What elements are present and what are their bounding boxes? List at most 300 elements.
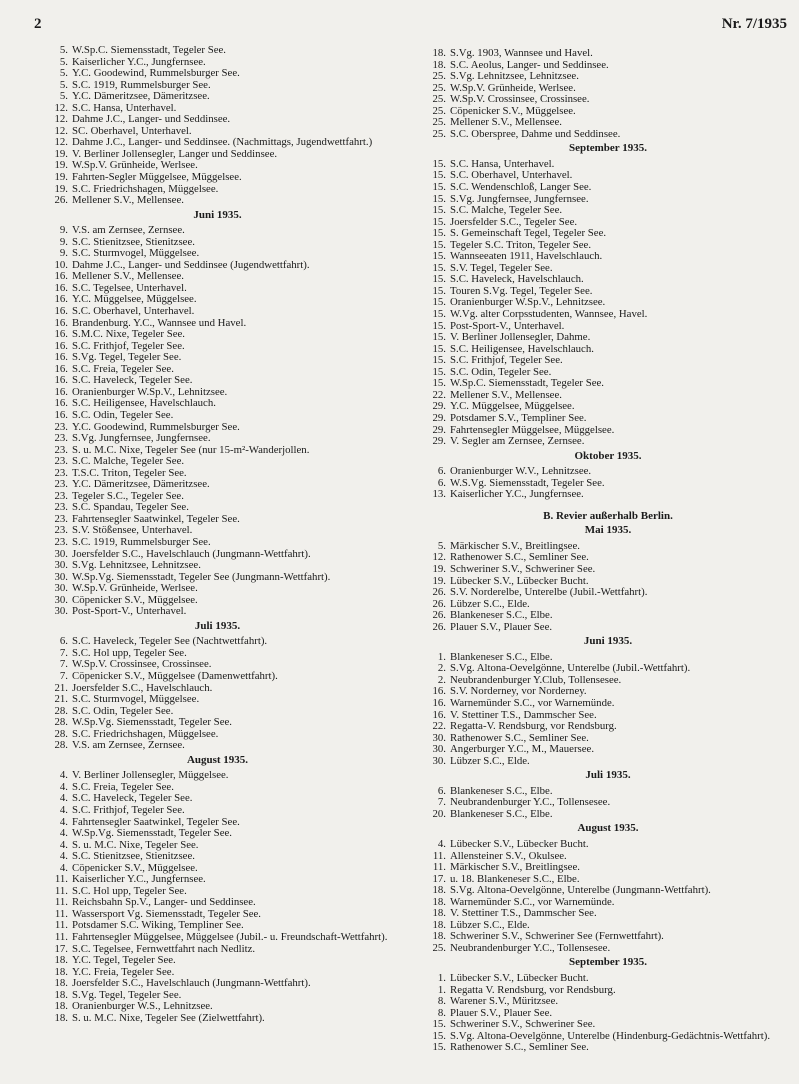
entry-text: V. Stettiner T.S., Dammscher See.: [450, 708, 597, 721]
schedule-entry: [418, 756, 798, 768]
entry-date: 7.: [59, 646, 68, 659]
entry-text: S.M.C. Nixe, Tegeler See.: [72, 328, 185, 341]
entry-date: 30.: [54, 582, 68, 595]
entry-date: 28.: [54, 727, 68, 740]
entry-date: 15.: [432, 181, 446, 194]
entry-text: Blankeneser S.C., Elbe.: [450, 807, 553, 820]
entry-date: 29.: [432, 400, 446, 413]
schedule-entry: [40, 45, 395, 57]
entry-text: Fahrten-Segler Müggelsee, Müggelsee.: [72, 171, 242, 184]
entry-text: Warnemünder S.C., vor Warnemünde.: [450, 696, 615, 709]
entry-date: 5.: [59, 44, 68, 56]
entry-text: Dahme J.C., Langer- und Seddinsee.: [72, 113, 231, 126]
schedule-entry: [418, 698, 798, 710]
entry-date: 18.: [432, 58, 446, 71]
entry-date: 1.: [437, 650, 446, 663]
entry-text: S. u. M.C. Nixe, Tegeler See (Zielwettfahrt).: [72, 1011, 265, 1024]
entry-text: Joersfelder S.C., Havelschlauch.: [72, 681, 213, 694]
entry-text: Blankeneser S.C., Elbe.: [450, 650, 553, 663]
entry-date: 1.: [437, 972, 446, 985]
entry-date: 19.: [54, 147, 68, 160]
schedule-entry: [40, 91, 395, 103]
entry-text: S.Vg. 1903, Wannsee und Havel.: [450, 47, 593, 59]
schedule-entry: [40, 671, 395, 683]
entry-date: 30.: [54, 605, 68, 618]
schedule-entry: [40, 68, 395, 80]
entry-date: 15.: [432, 227, 446, 240]
entry-text: Cöpenicker S.V., Müggelsee.: [72, 861, 198, 874]
entry-text: S.C. Freia, Tegeler See.: [72, 362, 174, 375]
month-heading: Mai 1935.: [584, 524, 632, 537]
schedule-entry: [418, 744, 798, 756]
entry-text: Kaiserlicher Y.C., Jungfernsee.: [72, 55, 206, 68]
month-heading: Juni 1935.: [583, 635, 633, 648]
schedule-entry: [40, 172, 395, 184]
entry-date: 12.: [432, 551, 446, 564]
schedule-entry: [418, 48, 798, 60]
entry-text: S.C. Haveleck, Havelschlauch.: [450, 273, 584, 286]
entry-date: 4.: [59, 792, 68, 805]
entry-text: S.C. Hansa, Unterhavel.: [72, 101, 177, 114]
entry-date: 17.: [432, 872, 446, 885]
entry-date: 8.: [437, 995, 446, 1008]
entry-text: W.S.Vg. Siemensstadt, Tegeler See.: [450, 476, 605, 489]
entry-date: 29.: [432, 411, 446, 424]
entry-text: Allensteiner S.V., Okulsee.: [450, 849, 567, 862]
schedule-entry: [40, 955, 395, 967]
entry-date: 11.: [54, 896, 68, 909]
entry-date: 12.: [54, 101, 68, 114]
entry-text: Y.C. Goodewind, Rummelsburger See.: [72, 67, 240, 80]
schedule-entry: [40, 195, 395, 207]
entry-date: 12.: [54, 124, 68, 137]
schedule-entry: [40, 851, 395, 863]
entry-text: W.Sp.Vg. Siemensstadt, Tegeler See.: [72, 716, 232, 729]
schedule-entry: [40, 740, 395, 752]
entry-text: Cöpenicker S.V., Müggelsee (Damenwettfahrt).: [72, 669, 278, 682]
entry-text: Fahrtensegler Müggelsee, Müggelsee (Jubil.- u. Freundschaft-Wettfahrt).: [72, 931, 388, 944]
entry-text: W.Sp.V. Crossinsee, Crossinsee.: [450, 93, 590, 106]
entry-text: SC. Oberhavel, Unterhavel.: [72, 124, 192, 137]
entry-text: Fahrtensegler Saatwinkel, Tegeler See.: [72, 512, 240, 525]
entry-text: Warener S.V., Müritzsee.: [450, 995, 559, 1008]
section-heading: B. Revier außerhalb Berlin.: [543, 509, 673, 522]
entry-date: 22.: [432, 388, 446, 401]
schedule-entry: [418, 839, 798, 851]
entry-date: 29.: [432, 423, 446, 436]
entry-date: 18.: [432, 907, 446, 920]
entry-date: 10.: [54, 258, 68, 271]
entry-date: 18.: [54, 1011, 68, 1024]
schedule-entry: [418, 129, 798, 141]
entry-date: 6.: [437, 476, 446, 489]
entry-date: 4.: [59, 815, 68, 828]
entry-text: S.C. Haveleck, Tegeler See (Nachtwettfahrt).: [72, 635, 268, 648]
entry-text: S.C. Freia, Tegeler See.: [72, 780, 174, 793]
entry-text: V.S. am Zernsee, Zernsee.: [72, 224, 185, 237]
schedule-entry: [40, 306, 395, 318]
entry-text: W.Sp.V. Crossinsee, Crossinsee.: [72, 658, 212, 671]
entry-text: S.C. Odin, Tegeler See.: [72, 704, 174, 717]
entry-text: Schweriner S.V., Schweriner See.: [450, 1018, 596, 1031]
entry-text: Wannseeaten 1911, Havelschlauch.: [450, 250, 603, 263]
entry-text: Oranienburger W.S., Lehnitzsee.: [72, 1000, 213, 1013]
entry-date: 4.: [59, 827, 68, 840]
entry-text: Märkischer S.V., Breitlingsee.: [450, 861, 580, 874]
entry-text: S.Vg. Lehnitzsee, Lehnitzsee.: [72, 559, 201, 572]
entry-text: S.C. Odin, Tegeler See.: [450, 365, 552, 378]
month-heading: Juli 1935.: [585, 769, 631, 782]
entry-date: 25.: [432, 116, 446, 129]
schedule-entry: [40, 717, 395, 729]
entry-date: 5.: [59, 78, 68, 91]
entry-text: S.C. Sturmvogel, Müggelsee.: [72, 247, 200, 260]
entry-date: 23.: [54, 512, 68, 525]
entry-date: 15.: [432, 377, 446, 390]
entry-date: 23.: [54, 535, 68, 548]
entry-text: Cöpenicker S.V., Müggelsee.: [450, 104, 576, 117]
entry-date: 16.: [54, 351, 68, 364]
entry-text: S.Vg. Altona-Oevelgönne, Unterelbe (Jungmann-Wettfahrt).: [450, 884, 711, 897]
schedule-entry: [40, 433, 395, 445]
entry-text: S.C. Haveleck, Tegeler See.: [72, 374, 193, 387]
entry-text: S.C. Malche, Tegeler See.: [72, 455, 185, 468]
entry-text: Märkischer S.V., Breitlingsee.: [450, 539, 580, 552]
entry-text: S.C. Heiligensee, Havelschlauch.: [72, 397, 216, 410]
schedule-entry: [418, 587, 798, 599]
entry-text: S.C. Tegelsee, Fernwettfahrt nach Nedlitz.: [72, 942, 256, 955]
entry-date: 16.: [54, 270, 68, 283]
entry-date: 25.: [432, 104, 446, 117]
entry-date: 26.: [54, 194, 68, 207]
entry-date: 15.: [432, 1029, 446, 1042]
entry-text: S.V. Tegel, Tegeler See.: [450, 261, 553, 274]
entry-date: 15.: [432, 354, 446, 367]
entry-date: 5.: [59, 55, 68, 68]
entry-date: 28.: [54, 716, 68, 729]
entry-date: 30.: [432, 743, 446, 756]
entry-date: 15.: [432, 1041, 446, 1054]
issue-number: Nr. 7/1935: [721, 16, 787, 32]
entry-date: 4.: [59, 861, 68, 874]
entry-date: 2.: [437, 662, 446, 675]
entry-date: 16.: [432, 708, 446, 721]
entry-date: 15.: [432, 365, 446, 378]
schedule-entry: [418, 564, 798, 576]
entry-text: S.C. Tegelsee, Unterhavel.: [72, 281, 187, 294]
entry-date: 30.: [54, 547, 68, 560]
entry-text: Rathenower S.C., Semliner See.: [450, 551, 589, 564]
entry-text: S.C. Hol upp, Tegeler See.: [72, 884, 187, 897]
entry-text: Mellener S.V., Mellensee.: [72, 194, 184, 207]
entry-text: Tegeler S.C., Tegeler See.: [72, 489, 184, 502]
entry-text: Lübecker S.V., Lübecker Bucht.: [450, 838, 589, 850]
entry-date: 12.: [54, 113, 68, 126]
entry-date: 11.: [432, 861, 446, 874]
entry-date: 7.: [59, 658, 68, 671]
entry-date: 22.: [432, 720, 446, 733]
entry-text: S.C. Frithjof, Tegeler See.: [72, 804, 185, 816]
entry-text: S.C. 1919, Rummelsburger See.: [72, 535, 211, 548]
month-heading: September 1935.: [568, 956, 647, 969]
schedule-entry: [40, 560, 395, 572]
schedule-entry: [40, 828, 395, 840]
entry-date: 25.: [432, 941, 446, 954]
entry-date: 18.: [432, 884, 446, 897]
entry-text: W.Sp.C. Siemensstadt, Tegeler See.: [72, 44, 226, 56]
schedule-entry: [40, 1013, 395, 1025]
entry-text: Lübzer S.C., Elde.: [450, 597, 530, 610]
entry-date: 1.: [437, 983, 446, 996]
entry-date: 23.: [54, 455, 68, 468]
entry-date: 4.: [437, 838, 446, 850]
entry-text: Fahrtensegler Müggelsee, Müggelsee.: [450, 423, 615, 436]
entry-text: S.C. Oberspree, Dahme und Seddinsee.: [450, 127, 621, 140]
entry-date: 23.: [54, 478, 68, 491]
entry-date: 15.: [432, 296, 446, 309]
entry-date: 18.: [54, 977, 68, 990]
entry-date: 7.: [437, 796, 446, 809]
month-heading: Juli 1935.: [194, 619, 241, 632]
entry-date: 19.: [432, 574, 446, 587]
entry-date: 5.: [59, 67, 68, 80]
month-heading: August 1935.: [577, 822, 639, 835]
month-heading: September 1935.: [568, 142, 647, 155]
entry-date: 9.: [59, 235, 68, 248]
entry-text: W.Vg. alter Corpsstudenten, Wannsee, Havel.: [450, 308, 648, 321]
entry-date: 2.: [437, 673, 446, 686]
schedule-entry: [418, 94, 798, 106]
entry-text: Mellener S.V., Mellensee.: [450, 116, 562, 129]
entry-date: 11.: [432, 849, 446, 862]
entry-date: 4.: [59, 838, 68, 851]
entry-date: 16.: [54, 374, 68, 387]
schedule-entry: [418, 71, 798, 83]
entry-date: 21.: [54, 693, 68, 706]
entry-date: 23.: [54, 501, 68, 514]
entry-text: S.Vg. Jungfernsee, Jungfernsee.: [72, 432, 211, 445]
entry-text: u. 18. Blankeneser S.C., Elbe.: [450, 872, 580, 885]
entry-date: 15.: [432, 1018, 446, 1031]
entry-date: 25.: [432, 81, 446, 94]
entry-date: 9.: [59, 224, 68, 237]
schedule-entry: [418, 809, 798, 821]
entry-text: Plauer S.V., Plauer See.: [450, 1006, 553, 1019]
entry-text: S.C. Malche, Tegeler See.: [450, 204, 563, 217]
entry-date: 16.: [54, 397, 68, 410]
entry-text: S.C. Spandau, Tegeler See.: [72, 501, 189, 514]
schedule-entry: [418, 489, 798, 501]
schedule-entry: [40, 805, 395, 817]
entry-text: S.Vg. Altona-Oevelgönne, Unterelbe (Hindenburg-Gedächtnis-Wettfahrt).: [450, 1029, 771, 1042]
entry-date: 4.: [59, 850, 68, 863]
entry-text: S.C. Friedrichshagen, Müggelsee.: [72, 182, 219, 195]
schedule-entry: [418, 885, 798, 897]
schedule-entry: [418, 996, 798, 1008]
entry-text: Tegeler S.C. Triton, Tegeler See.: [450, 238, 592, 251]
entry-date: 4.: [59, 804, 68, 816]
schedule-entry: [418, 182, 798, 194]
entry-text: Rathenower S.C., Semliner See.: [450, 731, 589, 744]
entry-date: 20.: [432, 807, 446, 820]
entry-date: 23.: [54, 489, 68, 502]
entry-text: S.C. 1919, Rummelsburger See.: [72, 78, 211, 91]
schedule-entry: [418, 943, 798, 955]
schedule-entry: [40, 410, 395, 422]
entry-date: 30.: [54, 570, 68, 583]
entry-text: Y.C. Müggelsee, Müggelsee.: [450, 400, 575, 413]
entry-text: Joersfelder S.C., Havelschlauch (Jungmann-Wettfahrt).: [72, 977, 311, 990]
entry-text: W.Sp.Vg. Siemensstadt, Tegeler See (Jungmann-Wettfahrt).: [72, 570, 331, 583]
entry-date: 5.: [437, 539, 446, 552]
entry-date: 16.: [54, 408, 68, 421]
entry-date: 26.: [432, 609, 446, 622]
entry-date: 15.: [432, 215, 446, 228]
entry-date: 23.: [54, 524, 68, 537]
entry-text: T.S.C. Triton, Tegeler See.: [72, 466, 187, 479]
schedule-entry: [418, 1042, 798, 1054]
entry-date: 19.: [54, 159, 68, 172]
entry-date: 28.: [54, 704, 68, 717]
entry-text: Schweriner S.V., Schweriner See.: [450, 562, 596, 575]
entry-date: 21.: [54, 681, 68, 694]
entry-text: S.C. Oberhavel, Unterhavel.: [450, 169, 573, 182]
entry-date: 16.: [432, 696, 446, 709]
entry-date: 23.: [54, 443, 68, 456]
schedule-entry: [418, 205, 798, 217]
entry-text: S.C. Heiligensee, Havelschlauch.: [450, 342, 594, 355]
entry-text: S.V. Stößensee, Unterhavel.: [72, 524, 193, 537]
entry-text: Lübzer S.C., Elde.: [450, 754, 530, 767]
entry-date: 19.: [54, 182, 68, 195]
entry-date: 8.: [437, 1006, 446, 1019]
schedule-entry: [418, 466, 798, 478]
entry-date: 11.: [54, 931, 68, 944]
entry-text: Plauer S.V., Plauer See.: [450, 620, 553, 633]
schedule-entry: [40, 583, 395, 595]
entry-date: 13.: [432, 488, 446, 501]
entry-text: S.C. Hansa, Unterhavel.: [450, 157, 555, 170]
entry-text: Y.C. Dämeritzsee, Dämeritzsee.: [72, 90, 210, 103]
entry-text: W.Sp.V. Grünheide, Werlsee.: [72, 582, 198, 595]
entry-date: 19.: [54, 171, 68, 184]
entry-text: V. Segler am Zernsee, Zernsee.: [450, 435, 585, 448]
schedule-entry: [418, 973, 798, 985]
entry-text: S.Vg. Lehnitzsee, Lehnitzsee.: [450, 70, 579, 83]
entry-date: 26.: [432, 586, 446, 599]
entry-date: 25.: [432, 70, 446, 83]
entry-text: Fahrtensegler Saatwinkel, Tegeler See.: [72, 815, 240, 828]
entry-text: S.V. Norderelbe, Unterelbe (Jubil.-Wettfahrt).: [450, 586, 648, 599]
entry-date: 4.: [59, 780, 68, 793]
schedule-entry: [418, 721, 798, 733]
entry-date: 15.: [432, 238, 446, 251]
entry-text: Regatta-V. Rendsburg, vor Rendsburg.: [450, 720, 617, 733]
entry-text: S.C. Oberhavel, Unterhavel.: [72, 305, 195, 318]
entry-date: 9.: [59, 247, 68, 260]
right-column: [418, 48, 798, 1054]
entry-date: 4.: [59, 769, 68, 782]
entry-date: 15.: [432, 204, 446, 217]
entry-text: Warnemünder S.C., vor Warnemünde.: [450, 895, 615, 908]
schedule-entry: [40, 932, 395, 944]
entry-text: Oranienburger W.Sp.V., Lehnitzsee.: [72, 385, 228, 398]
entry-date: 12.: [54, 136, 68, 149]
entry-text: Kaiserlicher Y.C., Jungfernsee.: [72, 873, 206, 886]
entry-text: S.C. Sturmvogel, Müggelsee.: [72, 693, 200, 706]
entry-text: Mellener S.V., Mellensee.: [72, 270, 184, 283]
entry-text: Blankeneser S.C., Elbe.: [450, 609, 553, 622]
entry-text: S.C. Odin, Tegeler See.: [72, 408, 174, 421]
entry-date: 30.: [432, 754, 446, 767]
entry-date: 25.: [432, 93, 446, 106]
entry-date: 6.: [437, 784, 446, 797]
entry-date: 15.: [432, 331, 446, 344]
entry-date: 23.: [54, 466, 68, 479]
month-heading: Oktober 1935.: [574, 449, 642, 462]
entry-text: Lübecker S.V., Lübecker Bucht.: [450, 574, 589, 587]
entry-date: 18.: [54, 1000, 68, 1013]
entry-date: 18.: [432, 930, 446, 943]
entry-text: Neubrandenburger Y.C., Tollensesee.: [450, 941, 611, 954]
schedule-entry: [40, 329, 395, 341]
entry-text: S.Vg. Tegel, Tegeler See.: [72, 351, 182, 364]
entry-text: S.C. Stienitzsee, Stienitzsee.: [72, 235, 195, 248]
entry-text: V. Berliner Jollensegler, Dahme.: [450, 331, 591, 344]
entry-text: Reichsbahn Sp.V., Langer- und Seddinsee.: [72, 896, 256, 909]
entry-date: 30.: [54, 593, 68, 606]
schedule-entry: [418, 413, 798, 425]
entry-text: Kaiserlicher Y.C., Jungfernsee.: [450, 488, 584, 501]
entry-date: 26.: [432, 597, 446, 610]
entry-text: Schweriner S.V., Schweriner See (Fernwettfahrt).: [450, 930, 664, 943]
entry-date: 16.: [54, 316, 68, 329]
entry-date: 16.: [54, 293, 68, 306]
entry-text: Oranienburger W.Sp.V., Lehnitzsee.: [450, 296, 606, 309]
entry-text: S.C. Frithjof, Tegeler See.: [450, 354, 563, 367]
entry-date: 23.: [54, 432, 68, 445]
entry-date: 15.: [432, 192, 446, 205]
entry-date: 18.: [432, 918, 446, 931]
entry-date: 18.: [432, 47, 446, 59]
entry-text: W.Sp.V. Grünheide, Werlsee.: [72, 159, 198, 172]
schedule-entry: [418, 309, 798, 321]
entry-text: Angerburger Y.C., M., Mauersee.: [450, 743, 595, 756]
schedule-entry: [418, 862, 798, 874]
entry-text: S.C. Aeolus, Langer- und Seddinsee.: [450, 58, 609, 71]
entry-date: 16.: [54, 362, 68, 375]
entry-text: S.V. Norderney, vor Norderney.: [450, 685, 587, 698]
entry-text: Rathenower S.C., Semliner See.: [450, 1041, 589, 1054]
entry-date: 25.: [432, 127, 446, 140]
entry-text: W.Sp.Vg. Siemensstadt, Tegeler See.: [72, 827, 232, 840]
entry-date: 19.: [432, 562, 446, 575]
entry-text: Y.C. Freia, Tegeler See.: [72, 965, 175, 978]
month-heading: August 1935.: [186, 753, 249, 766]
entry-date: 15.: [432, 319, 446, 332]
entry-text: S.Vg. Jungfernsee, Jungfernsee.: [450, 192, 589, 205]
schedule-entry: [418, 622, 798, 634]
entry-date: 6.: [59, 635, 68, 648]
entry-date: 30.: [432, 731, 446, 744]
entry-text: Joersfelder S.C., Tegeler See.: [450, 215, 578, 228]
entry-text: Post-Sport-V., Unterhavel.: [450, 319, 565, 332]
entry-text: S. u. M.C. Nixe, Tegeler See.: [72, 838, 199, 851]
entry-text: Cöpenicker S.V., Müggelsee.: [72, 593, 198, 606]
schedule-entry: [40, 537, 395, 549]
entry-date: 15.: [432, 157, 446, 170]
entry-date: 11.: [54, 907, 68, 920]
